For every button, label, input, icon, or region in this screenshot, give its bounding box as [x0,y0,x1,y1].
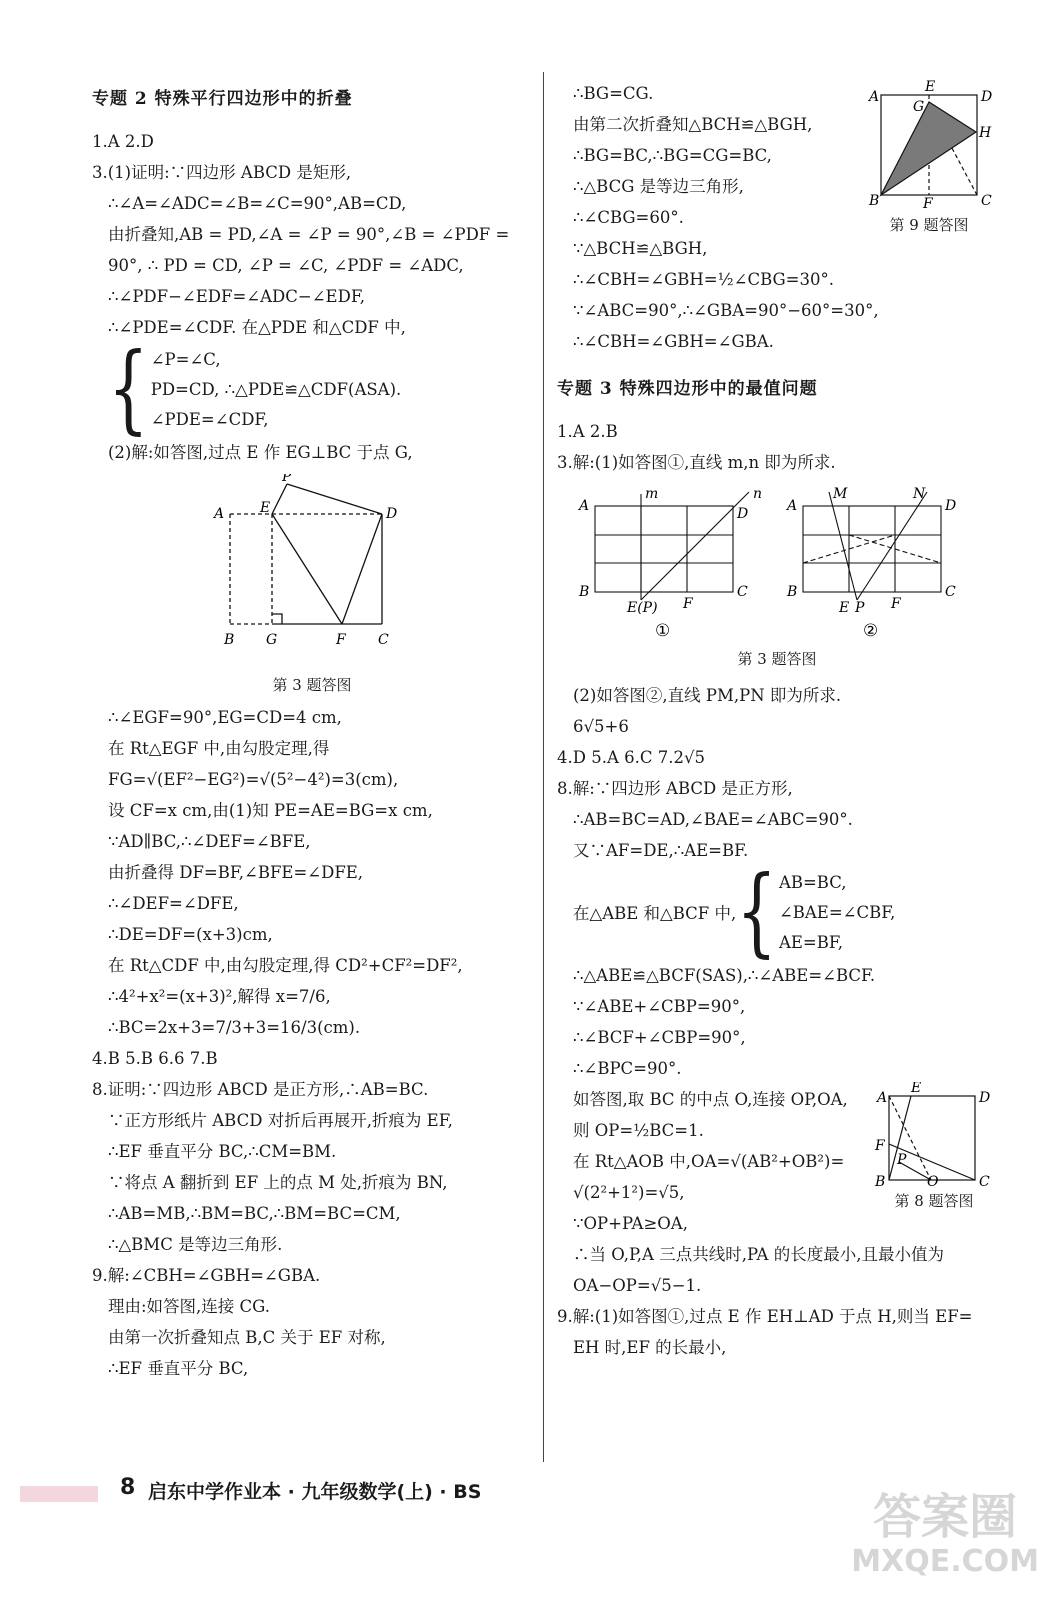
label-N: N [913,486,926,502]
brace-line: ∠P=∠C, [150,350,221,369]
figure-caption: 第 3 题答图 [272,676,352,694]
answer-line: ∴△BMC 是等边三角形. [108,1235,283,1254]
figure-number: ② [863,621,879,641]
square-diagram-q8 [871,1082,997,1186]
section-heading-2: 专题 2 特殊平行四边形中的折叠 [92,89,353,109]
right-column [557,78,997,1363]
label-A: A [787,498,798,514]
label-E: E [839,600,850,616]
answer-line: ∵OP+PA≥OA, [573,1214,688,1233]
section-heading-3: 专题 3 特殊四边形中的最值问题 [557,379,818,399]
brace-prefix: 在△ABE 和△BCF 中, [573,903,737,923]
label-B: B [787,584,798,600]
brace-symbol: { [108,334,149,446]
answer-line: 由第一次折叠知点 B,C 关于 EF 对称, [108,1328,386,1347]
answer-line: 3.解:(1)如答图①,直线 m,n 即为所求. [557,453,836,472]
label-A: A [579,498,590,514]
answer-line: FG=√(EF²−EG²)=√(5²−4²)=3(cm), [108,770,399,789]
label-A: A [869,89,880,105]
figure-caption: 第 9 题答图 [889,216,969,234]
answer-line: ∵∠ABE+∠CBP=90°, [573,997,746,1016]
label-B: B [579,584,590,600]
watermark-url: MXQE.COM [851,1544,1039,1579]
answer-line: ∴AB=BC=AD,∠BAE=∠ABC=90°. [573,810,853,829]
answer-line: 由折叠得 DF=BF,∠BFE=∠DFE, [108,863,364,882]
label-A: A [877,1090,888,1106]
watermark-logo: 答案圈 [873,1489,1018,1545]
condition-brace [92,334,532,446]
answer-line: 在 Rt△EGF 中,由勾股定理,得 [108,739,330,758]
label-P: P [897,1152,907,1168]
q8-block [557,1084,997,1208]
label-G: G [266,632,278,648]
answer-line: 由折叠知,AB = PD,∠A = ∠P = 90°,∠B = ∠PDF = [108,225,510,244]
answer-line: ∴△BCG 是等边三角形, [573,177,744,196]
footer-accent-bar [20,1486,98,1502]
answer-line: ∴△ABE≌△BCF(SAS),∴∠ABE=∠BCF. [573,966,876,985]
label-F: F [875,1138,885,1154]
answer-line: ∴∠DEF=∠DFE, [108,894,239,913]
answer-line: 1.A 2.D [92,132,154,151]
answer-line: ∴BC=2x+3=7/3+3=16/3(cm). [108,1018,361,1037]
answer-line: ∴∠PDE=∠CDF. 在△PDE 和△CDF 中, [108,318,406,337]
book-title: 启东中学作业本 · 九年级数学(上) · BS [148,1481,482,1503]
label-C: C [945,584,956,600]
answer-line: 在 Rt△AOB 中,OA=√(AB²+OB²)= [573,1152,845,1171]
answer-line: 设 CF=x cm,由(1)知 PE=AE=BG=x cm, [108,801,433,820]
brace-line: AE=BF, [778,933,843,952]
figure-q3-grids [557,484,997,674]
fold-diagram-q9 [859,80,999,210]
figure-number: ① [655,621,671,641]
answer-line: EH 时,EF 的长最小, [573,1338,727,1357]
column-divider [543,72,544,1462]
answer-line: ∴∠CBG=60°. [573,208,684,227]
brace-line: AB=BC, [778,873,847,892]
label-F: F [891,596,901,612]
q9-block [557,78,997,368]
answer-line: √(2²+1²)=√5, [573,1183,685,1202]
label-D: D [386,506,398,522]
label-F: F [336,632,346,648]
brace-line: ∠PDE=∠CDF, [150,410,269,429]
answer-line: 则 OP=½BC=1. [573,1121,704,1140]
label-E: E [260,500,271,516]
condition-brace [557,857,997,969]
label-C: C [378,632,389,648]
answer-line: 8.解:∵四边形 ABCD 是正方形, [557,779,793,798]
label-D: D [981,89,993,105]
page-number: 8 [120,1475,136,1500]
label-n: n [753,486,763,502]
label-M: M [833,486,848,502]
label-H: H [979,125,992,141]
answer-line: 90°, ∴ PD = CD, ∠P = ∠C, ∠PDF = ∠ADC, [108,256,464,275]
brace-line: ∠BAE=∠CBF, [778,903,896,922]
figure-q9 [859,80,999,235]
answer-line: 理由:如答图,连接 CG. [108,1297,271,1316]
answer-line: OA−OP=√5−1. [573,1276,702,1295]
answer-line: ∴4²+x²=(x+3)²,解得 x=7/6, [108,987,331,1006]
answer-line: ∴∠CBH=∠GBH=∠GBA. [573,332,774,351]
answer-line: ∵正方形纸片 ABCD 对折后再展开,折痕为 EF, [108,1111,453,1130]
label-P: P [282,474,292,485]
answer-line: 由第二次折叠知△BCH≌△BGH, [573,115,813,134]
brace-symbol: { [736,857,777,969]
figure-caption: 第 3 题答图 [737,650,817,668]
answer-line: ∴EF 垂直平分 BC, [108,1359,249,1378]
answer-line: ∵△BCH≌△BGH, [573,239,708,258]
watermark [851,1490,1039,1579]
answer-line: 8.证明:∵四边形 ABCD 是正方形,∴AB=BC. [92,1080,429,1099]
fold-diagram [92,474,532,670]
label-C: C [737,584,748,600]
answer-line: ∴BG=BC,∴BG=CG=BC, [573,146,772,165]
grid-diagrams [557,484,997,644]
figure-caption: 第 8 题答图 [894,1192,974,1210]
label-F: F [923,196,933,210]
label-B: B [869,193,880,209]
answer-line: ∴∠EGF=90°,EG=CD=4 cm, [108,708,342,727]
label-E: E [925,80,936,95]
answer-line: ∵AD∥BC,∴∠DEF=∠BFE, [108,832,311,851]
label-G: G [913,99,925,115]
answer-line: 在 Rt△CDF 中,由勾股定理,得 CD²+CF²=DF², [108,956,463,975]
answer-line: ∴∠BCF+∠CBP=90°, [573,1028,746,1047]
answer-line: ∴DE=DF=(x+3)cm, [108,925,273,944]
label-F: F [683,596,693,612]
answer-line: ∴当 O,P,A 三点共线时,PA 的长度最小,且最小值为 [573,1245,944,1264]
label-A: A [214,506,225,522]
answer-line: (2)如答图②,直线 PM,PN 即为所求. [573,686,842,705]
label-D: D [737,506,749,522]
left-column [92,78,532,1384]
answer-line: 9.解:∠CBH=∠GBH=∠GBA. [92,1266,321,1285]
figure-q3-fold [92,474,532,696]
answer-line: 如答图,取 BC 的中点 O,连接 OP,OA, [573,1090,848,1109]
label-C: C [981,193,992,209]
answer-line: 4.D 5.A 6.C 7.2√5 [557,748,705,767]
answer-line: ∴∠CBH=∠GBH=½∠CBG=30°. [573,270,835,289]
label-B: B [875,1174,886,1186]
answer-line: ∴∠PDF−∠EDF=∠ADC−∠EDF, [108,287,365,306]
answer-line: 4.B 5.B 6.6 7.B [92,1049,218,1068]
answer-line: ∴∠BPC=90°. [573,1059,682,1078]
answer-line: ∴AB=MB,∴BM=BC,∴BM=BC=CM, [108,1204,401,1223]
figure-q8 [871,1082,997,1211]
answer-line: 3.(1)证明:∵四边形 ABCD 是矩形, [92,163,352,182]
answer-line: (2)解:如答图,过点 E 作 EG⊥BC 于点 G, [108,443,413,462]
answer-line: 1.A 2.B [557,422,618,441]
label-D: D [979,1090,991,1106]
answer-line: ∴BG=CG. [573,84,654,103]
label-O: O [927,1174,939,1186]
answer-line: ∵将点 A 翻折到 EF 上的点 M 处,折痕为 BN, [108,1173,448,1192]
answer-line: ∴∠A=∠ADC=∠B=∠C=90°,AB=CD, [108,194,407,213]
label-E: E [911,1082,922,1096]
label-EP: E(P) [627,600,658,616]
answer-line: 又∵AF=DE,∴AE=BF. [573,841,749,860]
label-C: C [979,1174,990,1186]
answer-line: ∴EF 垂直平分 BC,∴CM=BM. [108,1142,337,1161]
label-P: P [855,600,865,616]
answer-line: 9.解:(1)如答图①,过点 E 作 EH⊥AD 于点 H,则当 EF= [557,1307,973,1326]
answer-line: ∵∠ABC=90°,∴∠GBA=90°−60°=30°, [573,301,879,320]
label-D: D [945,498,957,514]
brace-line: PD=CD, ∴△PDE≌△CDF(ASA). [150,380,402,399]
answer-line: 6√5+6 [573,717,629,736]
label-B: B [224,632,235,648]
label-m: m [645,486,659,502]
